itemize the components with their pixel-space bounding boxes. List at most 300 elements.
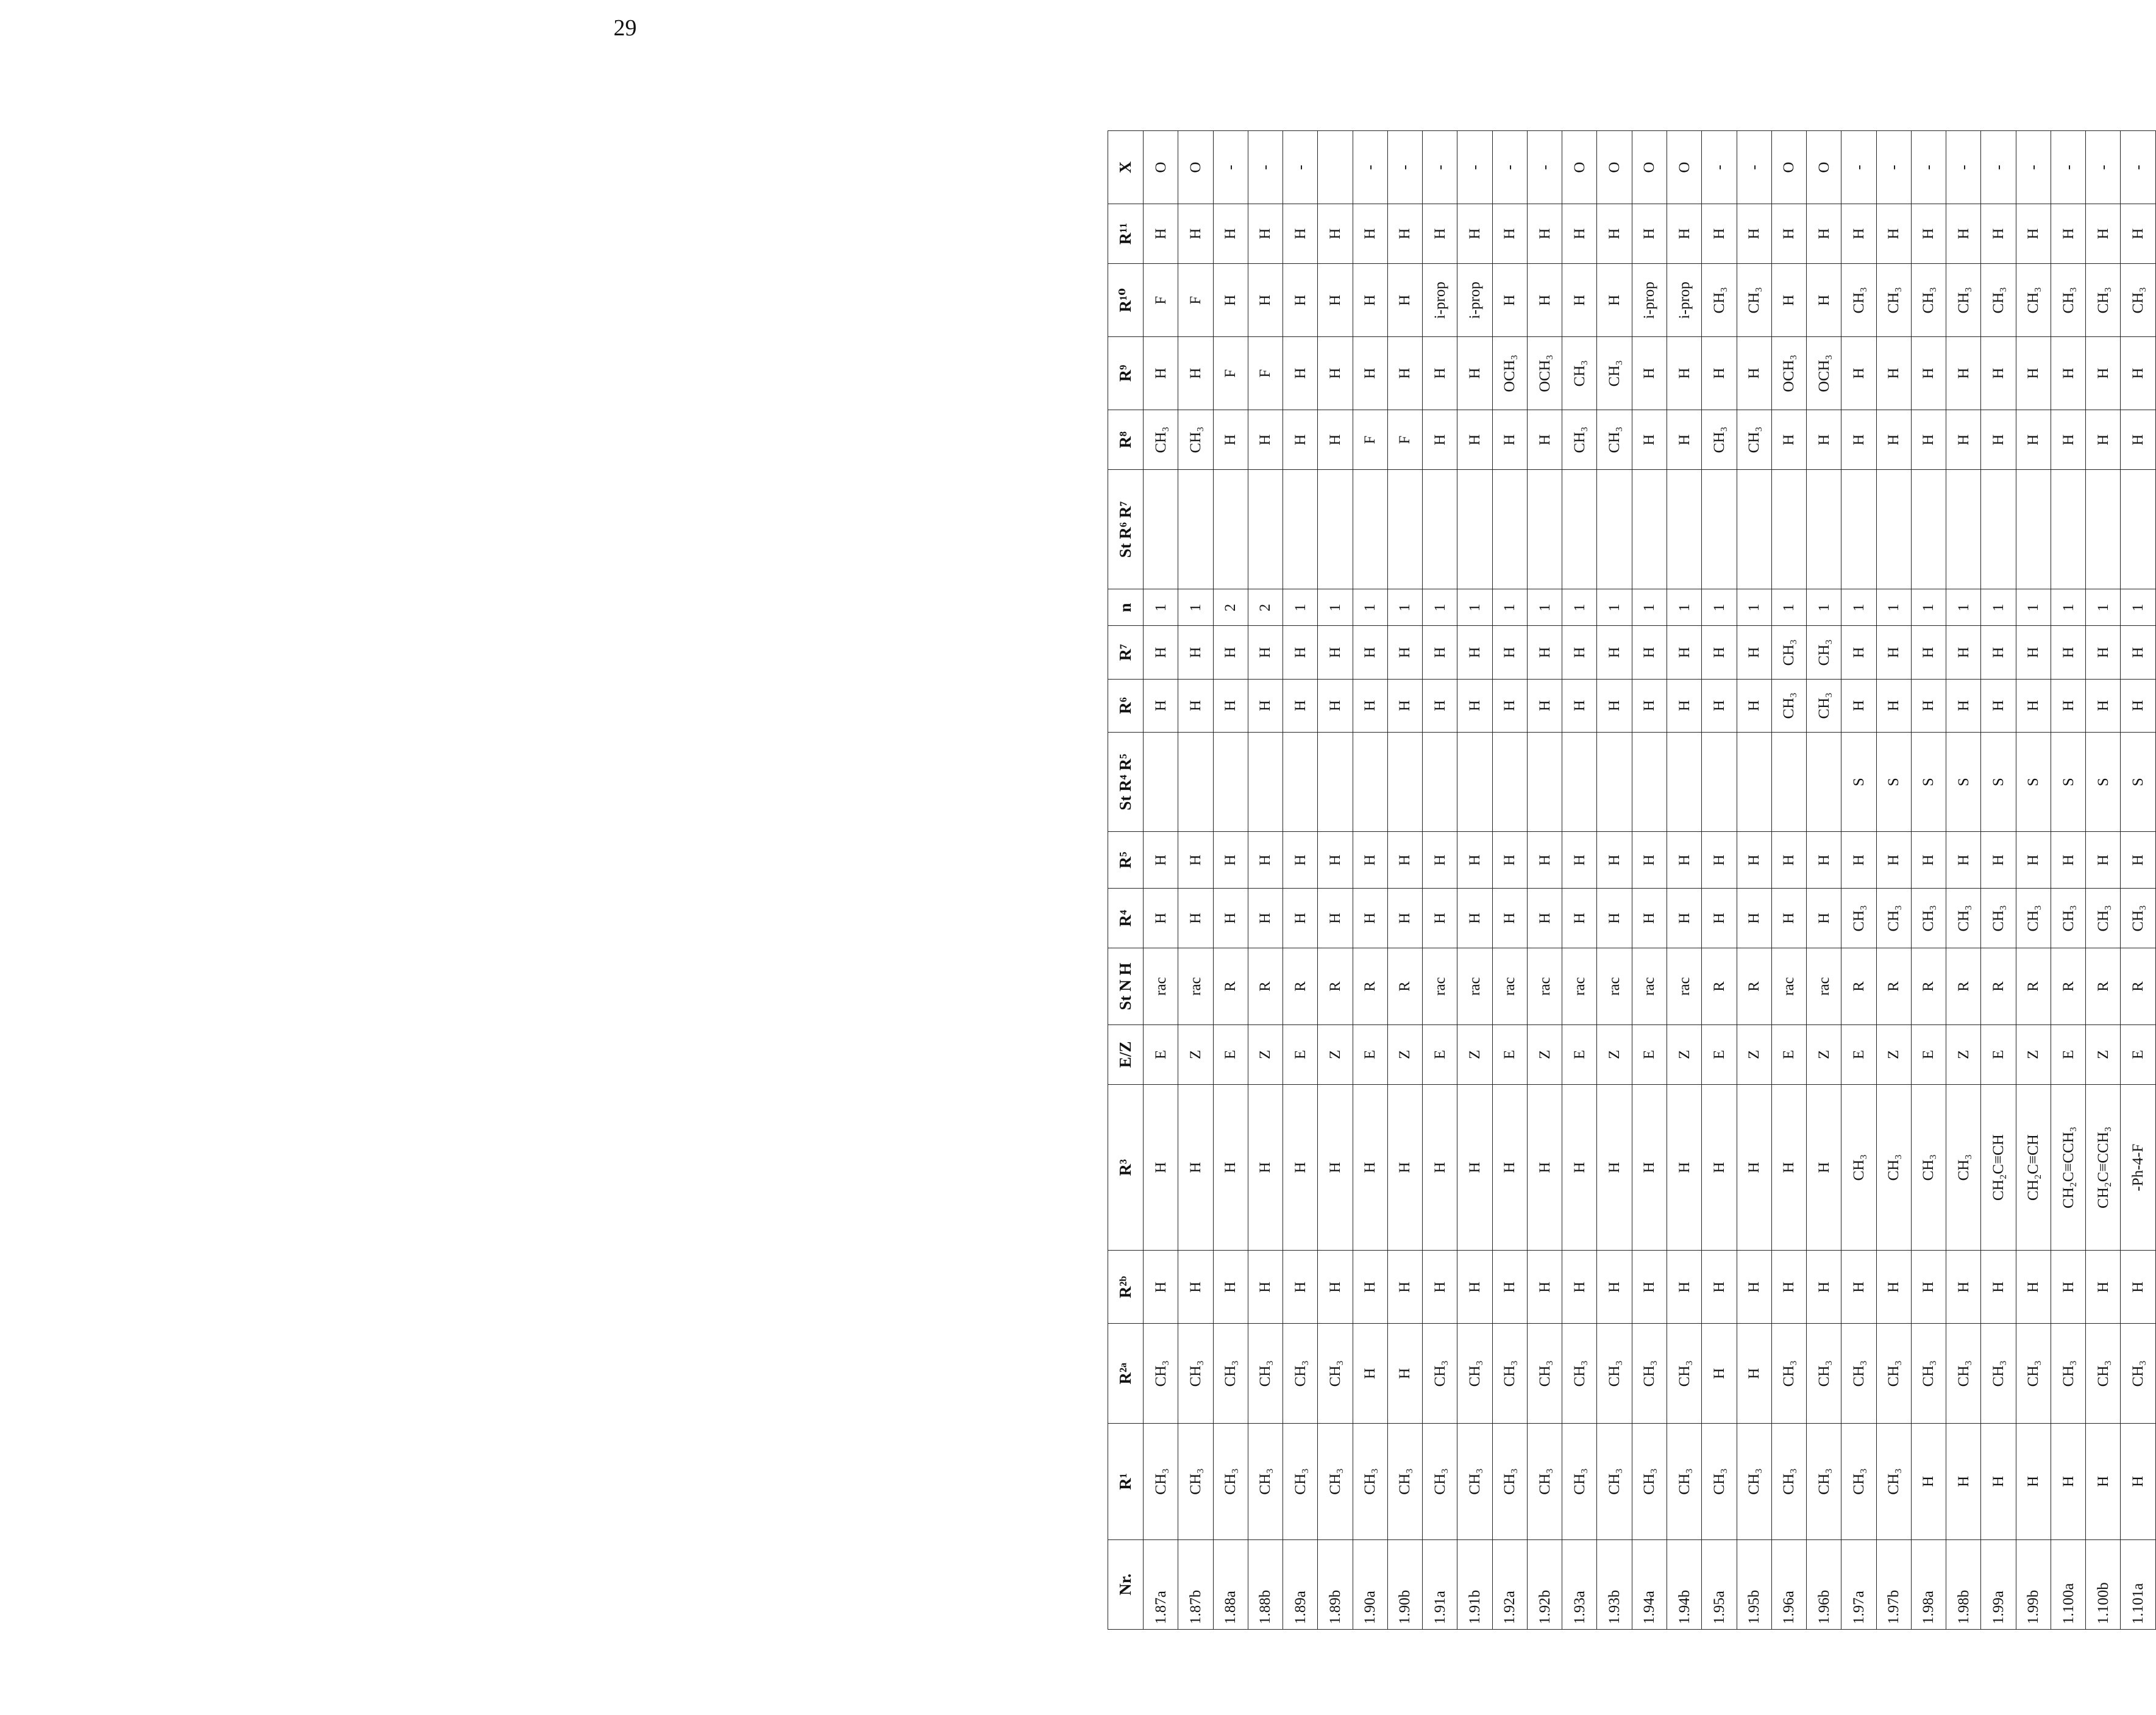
table-cell: CH₃: [2016, 1324, 2051, 1424]
table-cell: [1144, 470, 1178, 589]
table-cell: H: [1597, 264, 1632, 337]
table-cell: [2051, 470, 2085, 589]
table-cell: CH₃: [1562, 337, 1597, 410]
table-cell: CH₃: [1911, 889, 1946, 948]
table-cell: -: [1737, 131, 1771, 204]
table-cell: rac: [1597, 948, 1632, 1024]
table-cell: 1: [1876, 589, 1911, 626]
table-cell: CH₂C≡CCH₃: [2051, 1084, 2085, 1251]
table-cell: H: [1283, 410, 1318, 470]
table-cell: CH₃: [1492, 1324, 1527, 1424]
table-cell: [1353, 470, 1387, 589]
table-cell: H: [1283, 204, 1318, 264]
table-cell: H: [1144, 337, 1178, 410]
table-cell: -: [1283, 131, 1318, 204]
table-cell: H: [1876, 204, 1911, 264]
table-cell: H: [2121, 1423, 2156, 1539]
table-cell: H: [1597, 204, 1632, 264]
table-cell: -: [1387, 131, 1422, 204]
table-cell: H: [2051, 337, 2085, 410]
table-cell: H: [1632, 889, 1667, 948]
table-cell: rac: [1144, 948, 1178, 1024]
table-cell: OCH₃: [1771, 337, 1806, 410]
table-cell: H: [1911, 204, 1946, 264]
table-cell: 1.94b: [1667, 1539, 1701, 1629]
table-cell: [1457, 732, 1492, 832]
table-cell: H: [2016, 1251, 2051, 1324]
table-cell: rac: [1632, 948, 1667, 1024]
table-cell: H: [1841, 679, 1876, 732]
table-cell: Z: [1387, 1024, 1422, 1084]
table-cell: CH₃: [1807, 1423, 1841, 1539]
page-number: 29: [613, 15, 637, 41]
table-cell: CH₃: [1841, 1423, 1876, 1539]
table-cell: H: [1178, 889, 1213, 948]
table-cell: S: [1981, 732, 2016, 832]
table-cell: CH₃: [1667, 1324, 1701, 1424]
table-cell: H: [1213, 889, 1248, 948]
table-cell: H: [1876, 410, 1911, 470]
table-cell: i-prop: [1457, 264, 1492, 337]
table-cell: F: [1353, 410, 1387, 470]
table-cell: 1.88a: [1213, 1539, 1248, 1629]
table-cell: Z: [1807, 1024, 1841, 1084]
table-cell: E: [2121, 1024, 2156, 1084]
table-row: [1248, 131, 1283, 1630]
table-cell: CH₃: [1876, 1423, 1911, 1539]
table-cell: H: [1597, 679, 1632, 732]
header-row: [1108, 131, 1144, 1630]
header-cell: R²ᵃ: [1108, 1324, 1144, 1424]
table-cell: H: [1387, 337, 1422, 410]
table-cell: H: [1667, 832, 1701, 889]
table-row: [1632, 131, 1667, 1630]
table-cell: H: [1492, 204, 1527, 264]
table-cell: H: [2016, 410, 2051, 470]
table-cell: H: [1387, 832, 1422, 889]
table-cell: H: [1876, 679, 1911, 732]
table-cell: i-prop: [1632, 264, 1667, 337]
table-cell: E: [1562, 1024, 1597, 1084]
table-cell: S: [2121, 732, 2156, 832]
table-cell: H: [2086, 204, 2121, 264]
table-cell: CH₃: [1946, 889, 1981, 948]
table-cell: CH₃: [2086, 264, 2121, 337]
table-cell: 1: [1771, 589, 1806, 626]
table-cell: H: [1283, 1084, 1318, 1251]
table-cell: H: [1353, 679, 1387, 732]
table-cell: 1.93a: [1562, 1539, 1597, 1629]
table-cell: [1248, 470, 1283, 589]
header-cell: R⁴: [1108, 889, 1144, 948]
table-cell: rac: [1667, 948, 1701, 1024]
table-cell: H: [2121, 626, 2156, 679]
table-cell: [1492, 732, 1527, 832]
table-cell: Z: [1527, 1024, 1562, 1084]
header-cell: R²ᵇ: [1108, 1251, 1144, 1324]
table-cell: [1632, 732, 1667, 832]
table-cell: CH₃: [2051, 889, 2085, 948]
table-cell: H: [1353, 264, 1387, 337]
table-cell: F: [1248, 337, 1283, 410]
table-cell: H: [1213, 626, 1248, 679]
table-cell: H: [1562, 679, 1597, 732]
table-cell: H: [1248, 889, 1283, 948]
table-row: [1318, 131, 1353, 1630]
table-cell: O: [1632, 131, 1667, 204]
table-cell: 1: [1702, 589, 1737, 626]
table-cell: H: [1771, 1251, 1806, 1324]
table-cell: CH₃: [1876, 1324, 1911, 1424]
table-row: [2086, 131, 2121, 1630]
table-cell: R: [1946, 948, 1981, 1024]
table-cell: [1562, 732, 1597, 832]
table-cell: H: [2051, 1423, 2085, 1539]
table-cell: H: [1527, 626, 1562, 679]
table-cell: E: [1353, 1024, 1387, 1084]
header-cell: R⁸: [1108, 410, 1144, 470]
table-cell: -: [1213, 131, 1248, 204]
table-cell: H: [1248, 410, 1283, 470]
table-row: [1771, 131, 1806, 1630]
table-row: [2121, 131, 2156, 1630]
table-cell: H: [2016, 832, 2051, 889]
table-cell: 1.89a: [1283, 1539, 1318, 1629]
table-row: [1911, 131, 1946, 1630]
table-cell: [1318, 470, 1353, 589]
table-cell: E: [1702, 1024, 1737, 1084]
table-cell: H: [1144, 204, 1178, 264]
table-cell: H: [1423, 1084, 1457, 1251]
table-cell: CH₃: [1632, 1324, 1667, 1424]
table-cell: R: [1248, 948, 1283, 1024]
table-cell: H: [2051, 832, 2085, 889]
table-cell: R: [1387, 948, 1422, 1024]
table-cell: [1283, 470, 1318, 589]
table-cell: -: [1248, 131, 1283, 204]
table-cell: H: [1178, 626, 1213, 679]
table-cell: H: [1387, 679, 1422, 732]
table-cell: [1387, 470, 1422, 589]
table-cell: rac: [1807, 948, 1841, 1024]
table-cell: R: [2121, 948, 2156, 1024]
header-cell: R³: [1108, 1084, 1144, 1251]
table-cell: 1: [1318, 589, 1353, 626]
table-cell: H: [1527, 832, 1562, 889]
table-cell: O: [1807, 131, 1841, 204]
table-cell: H: [1527, 1084, 1562, 1251]
table-cell: H: [1771, 264, 1806, 337]
table-cell: H: [1283, 889, 1318, 948]
table-cell: -: [1423, 131, 1457, 204]
table-cell: H: [1178, 1084, 1213, 1251]
table-cell: 1.101a: [2121, 1539, 2156, 1629]
table-cell: H: [1841, 626, 1876, 679]
table-cell: H: [1702, 832, 1737, 889]
table-cell: 1: [2121, 589, 2156, 626]
table-cell: -: [1353, 131, 1387, 204]
table-cell: H: [1562, 1251, 1597, 1324]
table-cell: H: [1248, 204, 1283, 264]
table-cell: H: [2086, 626, 2121, 679]
table-row: [1876, 131, 1911, 1630]
header-cell: R⁶: [1108, 679, 1144, 732]
table-cell: H: [1702, 889, 1737, 948]
table-cell: H: [1562, 832, 1597, 889]
table-cell: H: [1387, 1324, 1422, 1424]
table-cell: H: [1353, 1251, 1387, 1324]
table-row: [1178, 131, 1213, 1630]
table-cell: [1667, 732, 1701, 832]
table-cell: CH₃: [1178, 410, 1213, 470]
table-cell: H: [1737, 1251, 1771, 1324]
table-cell: H: [1632, 204, 1667, 264]
table-cell: H: [1318, 626, 1353, 679]
table-cell: CH₃: [1387, 1423, 1422, 1539]
table-cell: 1.87b: [1178, 1539, 1213, 1629]
table-cell: 1: [1144, 589, 1178, 626]
table-row: [1667, 131, 1701, 1630]
table-cell: -: [1457, 131, 1492, 204]
table-cell: H: [1562, 626, 1597, 679]
table-cell: H: [1318, 264, 1353, 337]
table-cell: CH₃: [1562, 1324, 1597, 1424]
table-cell: S: [1841, 732, 1876, 832]
table-cell: H: [1492, 1251, 1527, 1324]
table-cell: CH₃: [1841, 1084, 1876, 1251]
table-cell: H: [2121, 679, 2156, 732]
table-cell: -: [1702, 131, 1737, 204]
table-cell: R: [1318, 948, 1353, 1024]
table-cell: rac: [1423, 948, 1457, 1024]
table-cell: H: [1667, 626, 1701, 679]
table-cell: -: [2086, 131, 2121, 204]
table-cell: H: [1771, 832, 1806, 889]
table-cell: H: [1248, 626, 1283, 679]
table-row: [1283, 131, 1318, 1630]
table-cell: H: [2121, 410, 2156, 470]
table-cell: CH₃: [1597, 410, 1632, 470]
table-row: [1387, 131, 1422, 1630]
table-cell: H: [1946, 204, 1981, 264]
table-cell: Z: [1178, 1024, 1213, 1084]
table-cell: H: [1876, 337, 1911, 410]
table-cell: H: [1318, 410, 1353, 470]
table-cell: H: [1353, 337, 1387, 410]
table-cell: -Ph-4-F: [2121, 1084, 2156, 1251]
table-cell: CH₃: [1144, 1423, 1178, 1539]
table-cell: H: [1213, 1084, 1248, 1251]
table-cell: H: [1702, 626, 1737, 679]
table-cell: 1: [1423, 589, 1457, 626]
table-cell: CH₃: [1457, 1324, 1492, 1424]
table-cell: H: [2016, 626, 2051, 679]
table-cell: 1.90b: [1387, 1539, 1422, 1629]
table-cell: CH₃: [1771, 679, 1806, 732]
table-cell: [2121, 470, 2156, 589]
table-cell: H: [2086, 679, 2121, 732]
table-cell: 1: [1387, 589, 1422, 626]
table-cell: CH₃: [1876, 1084, 1911, 1251]
table-cell: OCH₃: [1527, 337, 1562, 410]
table-cell: H: [1318, 204, 1353, 264]
table-cell: [1841, 470, 1876, 589]
table-row: [1423, 131, 1457, 1630]
table-cell: H: [1178, 679, 1213, 732]
table-cell: H: [2086, 337, 2121, 410]
table-cell: CH₃: [1527, 1423, 1562, 1539]
table-cell: 1: [1946, 589, 1981, 626]
table-cell: CH₃: [1876, 264, 1911, 337]
table-cell: H: [1562, 889, 1597, 948]
table-cell: CH₃: [1597, 1423, 1632, 1539]
table-cell: CH₂C≡CH: [1981, 1084, 2016, 1251]
table-cell: 1.91a: [1423, 1539, 1457, 1629]
table-cell: -: [1911, 131, 1946, 204]
table-cell: H: [1632, 679, 1667, 732]
table-cell: H: [1597, 1251, 1632, 1324]
table-cell: [1318, 131, 1353, 204]
table-cell: 1.89b: [1318, 1539, 1353, 1629]
table-cell: -: [1527, 131, 1562, 204]
table-cell: S: [2086, 732, 2121, 832]
table-cell: H: [1946, 679, 1981, 732]
table-cell: 2: [1213, 589, 1248, 626]
table-cell: R: [1981, 948, 2016, 1024]
table-cell: [1353, 732, 1387, 832]
table-cell: H: [1178, 1251, 1213, 1324]
table-cell: H: [2086, 1423, 2121, 1539]
table-cell: H: [1144, 889, 1178, 948]
table-row: [1144, 131, 1178, 1630]
table-cell: H: [1353, 832, 1387, 889]
table-cell: 1.90a: [1353, 1539, 1387, 1629]
table-cell: 1.88b: [1248, 1539, 1283, 1629]
table-cell: H: [1318, 889, 1353, 948]
table-cell: 1.93b: [1597, 1539, 1632, 1629]
table-cell: H: [1946, 410, 1981, 470]
table-cell: 1.92a: [1492, 1539, 1527, 1629]
table-cell: [1527, 470, 1562, 589]
table-cell: H: [1318, 832, 1353, 889]
table-cell: 1: [1527, 589, 1562, 626]
table-cell: O: [1562, 131, 1597, 204]
table-cell: 1: [1283, 589, 1318, 626]
table-cell: H: [1178, 204, 1213, 264]
table-cell: 1: [1737, 589, 1771, 626]
table-cell: CH₃: [1423, 1324, 1457, 1424]
table-cell: rac: [1771, 948, 1806, 1024]
table-cell: H: [1981, 337, 2016, 410]
table-cell: H: [1423, 410, 1457, 470]
table-cell: H: [1632, 626, 1667, 679]
table-cell: Z: [1248, 1024, 1283, 1084]
table-cell: CH₃: [1737, 1423, 1771, 1539]
table-cell: Z: [1597, 1024, 1632, 1084]
table-cell: H: [1702, 1251, 1737, 1324]
table-cell: [2016, 470, 2051, 589]
table-cell: CH₃: [1771, 1423, 1806, 1539]
table-cell: 1.97b: [1876, 1539, 1911, 1629]
table-cell: H: [1144, 1084, 1178, 1251]
header-cell: St N H: [1108, 948, 1144, 1024]
table-cell: H: [1283, 679, 1318, 732]
table-cell: H: [1492, 264, 1527, 337]
table-cell: [1423, 470, 1457, 589]
table-cell: [1527, 732, 1562, 832]
table-cell: H: [2051, 204, 2085, 264]
table-cell: H: [1562, 264, 1597, 337]
table-cell: Z: [2016, 1024, 2051, 1084]
header-cell: E/Z: [1108, 1024, 1144, 1084]
header-cell: n: [1108, 589, 1144, 626]
table-cell: H: [1213, 264, 1248, 337]
table-cell: H: [1527, 679, 1562, 732]
table-cell: H: [1213, 410, 1248, 470]
table-row: [1702, 131, 1737, 1630]
table-cell: H: [1807, 1251, 1841, 1324]
table-cell: CH₃: [1841, 889, 1876, 948]
table-cell: CH₃: [1283, 1324, 1318, 1424]
table-cell: -: [2051, 131, 2085, 204]
table-cell: [1981, 470, 2016, 589]
table-cell: H: [1283, 1251, 1318, 1324]
table-cell: H: [1667, 204, 1701, 264]
table-cell: H: [1771, 889, 1806, 948]
table-cell: H: [1807, 410, 1841, 470]
table-cell: E: [1492, 1024, 1527, 1084]
table-cell: H: [1283, 337, 1318, 410]
table-cell: Z: [1318, 1024, 1353, 1084]
table-cell: H: [2051, 626, 2085, 679]
table-cell: 1: [1807, 589, 1841, 626]
table-cell: -: [1841, 131, 1876, 204]
table-cell: CH₃: [2051, 1324, 2085, 1424]
table-cell: -: [1876, 131, 1911, 204]
table-cell: CH₃: [2121, 1324, 2156, 1424]
table-cell: 1: [1562, 589, 1597, 626]
table-cell: H: [1771, 410, 1806, 470]
table-cell: -: [2016, 131, 2051, 204]
header-cell: St R⁶ R⁷: [1108, 470, 1144, 589]
header-cell: R¹⁰: [1108, 264, 1144, 337]
table-cell: [1213, 732, 1248, 832]
table-cell: 1.96b: [1807, 1539, 1841, 1629]
table-cell: H: [1702, 337, 1737, 410]
table-cell: E: [1771, 1024, 1806, 1084]
table-cell: [1492, 470, 1527, 589]
table-cell: CH₃: [1318, 1423, 1353, 1539]
table-cell: H: [1911, 1423, 1946, 1539]
table-cell: H: [1423, 889, 1457, 948]
table-cell: H: [1387, 1084, 1422, 1251]
table-cell: OCH₃: [1492, 337, 1527, 410]
table-cell: 1.94a: [1632, 1539, 1667, 1629]
table-cell: [1771, 470, 1806, 589]
table-row: [1597, 131, 1632, 1630]
table-cell: H: [1457, 626, 1492, 679]
table-cell: Z: [1457, 1024, 1492, 1084]
table-cell: O: [1667, 131, 1701, 204]
table-cell: H: [1248, 264, 1283, 337]
table-cell: E: [1213, 1024, 1248, 1084]
table-cell: [1911, 470, 1946, 589]
table-cell: H: [2051, 679, 2085, 732]
table-cell: CH₃: [1911, 1084, 1946, 1251]
table-cell: CH₃: [1283, 1423, 1318, 1539]
table-cell: H: [1667, 1084, 1701, 1251]
table-cell: H: [1702, 1084, 1737, 1251]
